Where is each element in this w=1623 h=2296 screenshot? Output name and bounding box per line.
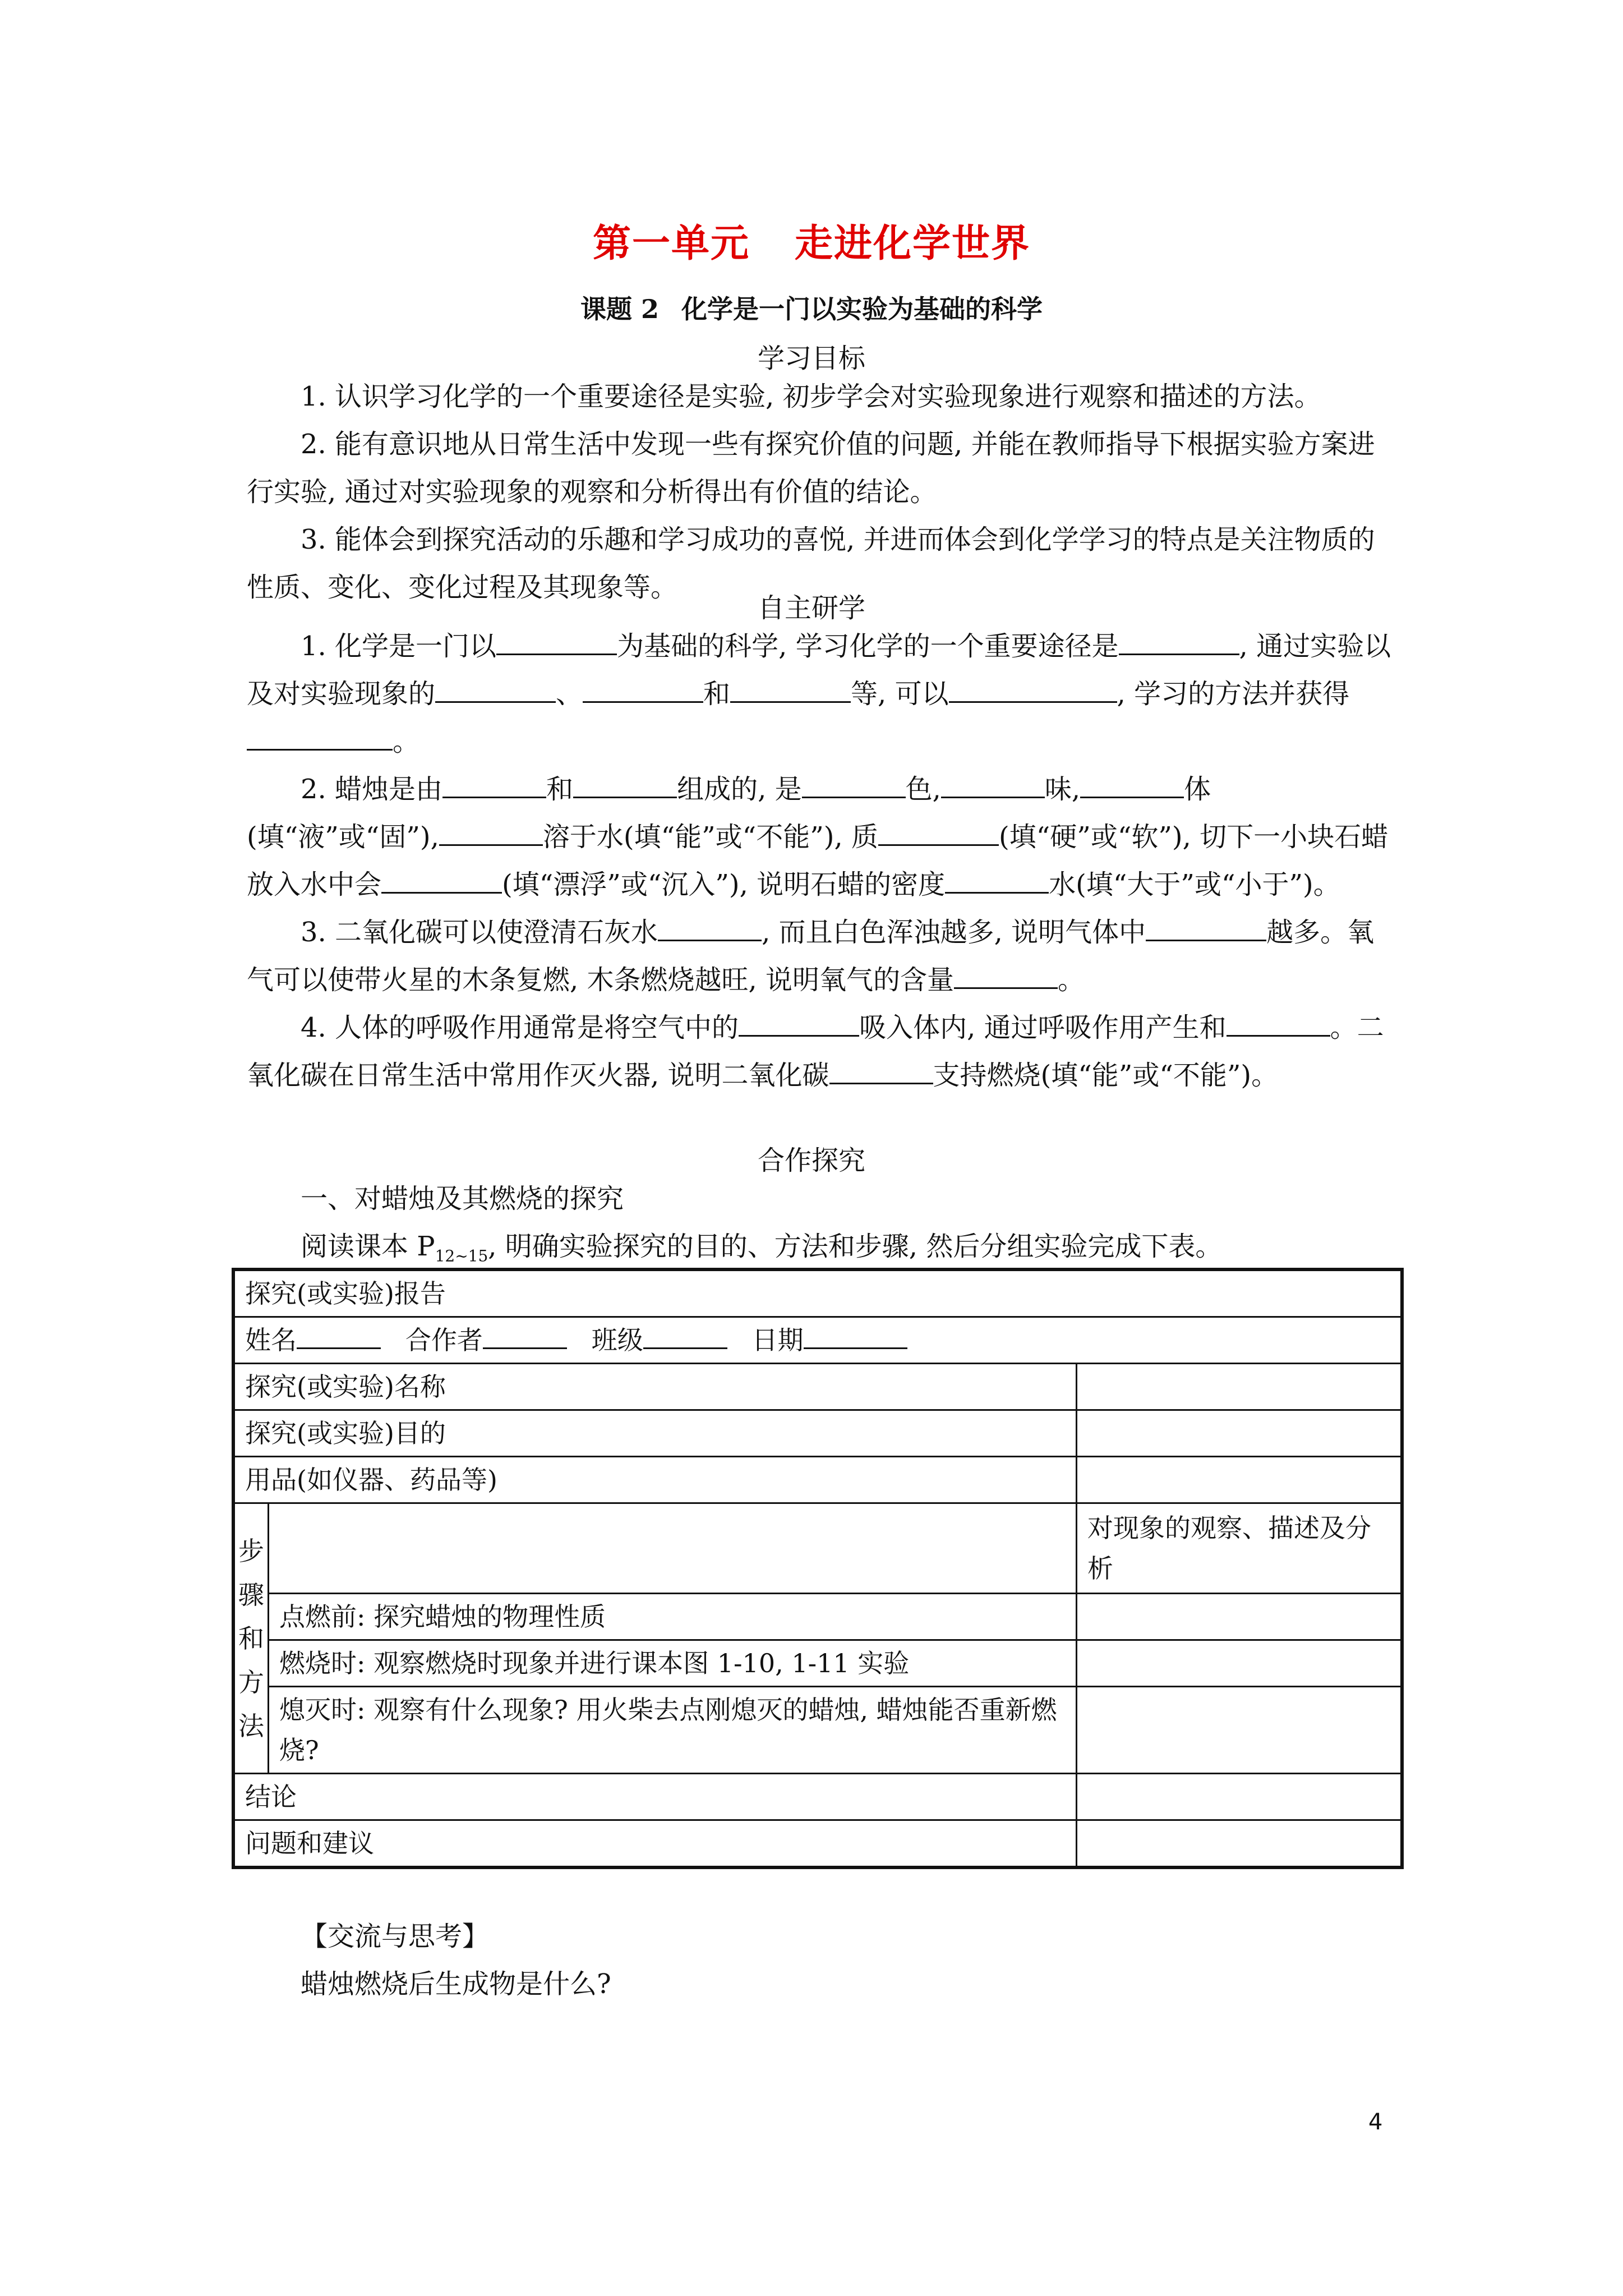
observe-header-cell: 对现象的观察、描述及分析 xyxy=(1077,1503,1403,1594)
study-heading: 自主研学 xyxy=(757,592,865,624)
answer-blank[interactable] xyxy=(658,915,762,941)
answer-blank[interactable] xyxy=(829,1058,933,1084)
table-row xyxy=(233,1317,1402,1364)
answer-blank[interactable] xyxy=(435,677,556,703)
student-info-cell: 姓名 合作者 班级 日期 xyxy=(233,1317,1402,1364)
page-number: 4 xyxy=(1368,2109,1383,2135)
goals-list xyxy=(247,373,1396,611)
answer-blank[interactable] xyxy=(1227,1010,1330,1037)
answer-blank[interactable] xyxy=(439,820,543,846)
question-3: 3. 二氧化碳可以使澄清石灰水 , 而且白色浑浊越多, 说明气体中 越多。氧气可以使带火星的木条复燃, 木条燃烧越旺, 说明氧气的含量 。 xyxy=(247,909,1396,1004)
answer-cell[interactable] xyxy=(1077,1774,1403,1820)
explore-heading: 合作探究 xyxy=(757,1145,865,1176)
answer-blank[interactable] xyxy=(1146,915,1266,941)
answer-blank[interactable] xyxy=(583,677,703,703)
question-2: 2. 蜡烛是由 和 组成的, 是 色, 味, 体(填“液”或“固”), 溶于水(填“能”或“不能”), 质 (填“硬”或“软”), 切下一小块石蜡放入水中会 (填“漂浮”或“沉入”), 说明石蜡的密度 水(填“大于”或“小于”)。 xyxy=(247,766,1396,909)
table-row xyxy=(233,1269,1402,1317)
label-cell: 用品(如仪器、药品等) xyxy=(233,1457,1077,1503)
label-cell: 探究(或实验)目的 xyxy=(233,1410,1077,1457)
unit-number: 第一单元 xyxy=(592,221,750,266)
goal-item: 2. 能有意识地从日常生活中发现一些有探究价值的问题, 并能在教师指导下根据实验方案进行实验, 通过对实验现象的观察和分析得出有价值的结论。 xyxy=(247,429,1375,508)
answer-blank[interactable] xyxy=(381,867,502,894)
table-row xyxy=(233,1457,1402,1503)
answer-blank[interactable] xyxy=(442,772,546,798)
answer-blank[interactable] xyxy=(573,772,677,798)
discussion-question: 蜡烛燃烧后生成物是什么? xyxy=(301,1968,611,2000)
table-row xyxy=(233,1503,1402,1594)
table-row xyxy=(233,1364,1402,1410)
answer-blank[interactable] xyxy=(945,867,1049,894)
label-cell: 问题和建议 xyxy=(233,1820,1077,1868)
table-row xyxy=(233,1640,1402,1687)
step-cell: 点燃前: 探究蜡烛的物理性质 xyxy=(269,1594,1077,1640)
answer-cell[interactable] xyxy=(1077,1364,1403,1410)
answer-blank[interactable] xyxy=(941,772,1045,798)
lesson-name: 化学是一门以实验为基础的科学 xyxy=(681,294,1043,324)
name-field[interactable] xyxy=(297,1323,381,1349)
answer-blank[interactable] xyxy=(739,1010,859,1037)
answer-blank[interactable] xyxy=(496,629,617,655)
answer-cell[interactable] xyxy=(1077,1687,1403,1774)
lesson-number: 课题 2 xyxy=(580,294,660,324)
step-cell: 燃烧时: 观察燃烧时现象并进行课本图 1-10, 1-11 实验 xyxy=(269,1640,1077,1687)
table-row xyxy=(233,1687,1402,1774)
answer-cell[interactable] xyxy=(1077,1594,1403,1640)
answer-cell[interactable] xyxy=(1077,1410,1403,1457)
discussion-heading: 【交流与思考】 xyxy=(301,1921,490,1952)
experiment-report-table xyxy=(232,1268,1404,1869)
goals-heading: 学习目标 xyxy=(757,343,865,374)
steps-label-cell: 步 骤 和 方 法 xyxy=(233,1503,269,1774)
report-title-cell: 探究(或实验)报告 xyxy=(233,1269,1402,1317)
goal-item: 3. 能体会到探究活动的乐趣和学习成功的喜悦, 并进而体会到化学学习的特点是关注物质的性质、变化、变化过程及其现象等。 xyxy=(247,524,1375,603)
table-row xyxy=(233,1410,1402,1457)
answer-blank[interactable] xyxy=(802,772,906,798)
table-row xyxy=(233,1820,1402,1868)
answer-blank[interactable] xyxy=(247,724,393,751)
study-questions xyxy=(247,623,1396,1099)
part-1-heading: 一、对蜡烛及其燃烧的探究 xyxy=(301,1183,624,1214)
class-field[interactable] xyxy=(643,1323,727,1349)
answer-blank[interactable] xyxy=(1080,772,1184,798)
label-cell: 探究(或实验)名称 xyxy=(233,1364,1077,1410)
answer-blank[interactable] xyxy=(954,963,1058,989)
answer-blank[interactable] xyxy=(878,820,999,846)
question-1: 1. 化学是一门以 为基础的科学, 学习化学的一个重要途径是 , 通过实验以及对实验现象的 、 和 等, 可以 , 学习的方法并获得。 xyxy=(247,623,1396,766)
unit-title xyxy=(0,213,1623,268)
table-row xyxy=(233,1774,1402,1820)
unit-name: 走进化学世界 xyxy=(795,221,1031,266)
step-cell: 熄灭时: 观察有什么现象? 用火柴去点刚熄灭的蜡烛, 蜡烛能否重新燃烧? xyxy=(269,1687,1077,1774)
goal-item: 1. 认识学习化学的一个重要途径是实验, 初步学会对实验现象进行观察和描述的方法。 xyxy=(301,381,1321,412)
label-cell: 结论 xyxy=(233,1774,1077,1820)
reading-instruction: 阅读课本 $P_{12\sim 15}$, 明确实验探究的目的、方法和步骤, 然后分组实验完成下表。 xyxy=(301,1231,1223,1266)
discussion-section xyxy=(247,1913,1396,2008)
table-row xyxy=(233,1594,1402,1640)
lesson-title xyxy=(0,289,1623,326)
answer-cell[interactable] xyxy=(1077,1457,1403,1503)
empty-cell xyxy=(269,1503,1077,1594)
answer-blank[interactable] xyxy=(730,677,851,703)
answer-cell[interactable] xyxy=(1077,1820,1403,1868)
explore-intro xyxy=(247,1175,1396,1280)
date-field[interactable] xyxy=(804,1323,907,1349)
answer-blank[interactable] xyxy=(1119,629,1239,655)
question-4: 4. 人体的呼吸作用通常是将空气中的 吸入体内, 通过呼吸作用产生和 。二氧化碳在日常生活中常用作灭火器, 说明二氧化碳 支持燃烧(填“能”或“不能”)。 xyxy=(247,1004,1396,1099)
partner-field[interactable] xyxy=(483,1323,567,1349)
answer-blank[interactable] xyxy=(949,677,1117,703)
answer-cell[interactable] xyxy=(1077,1640,1403,1687)
